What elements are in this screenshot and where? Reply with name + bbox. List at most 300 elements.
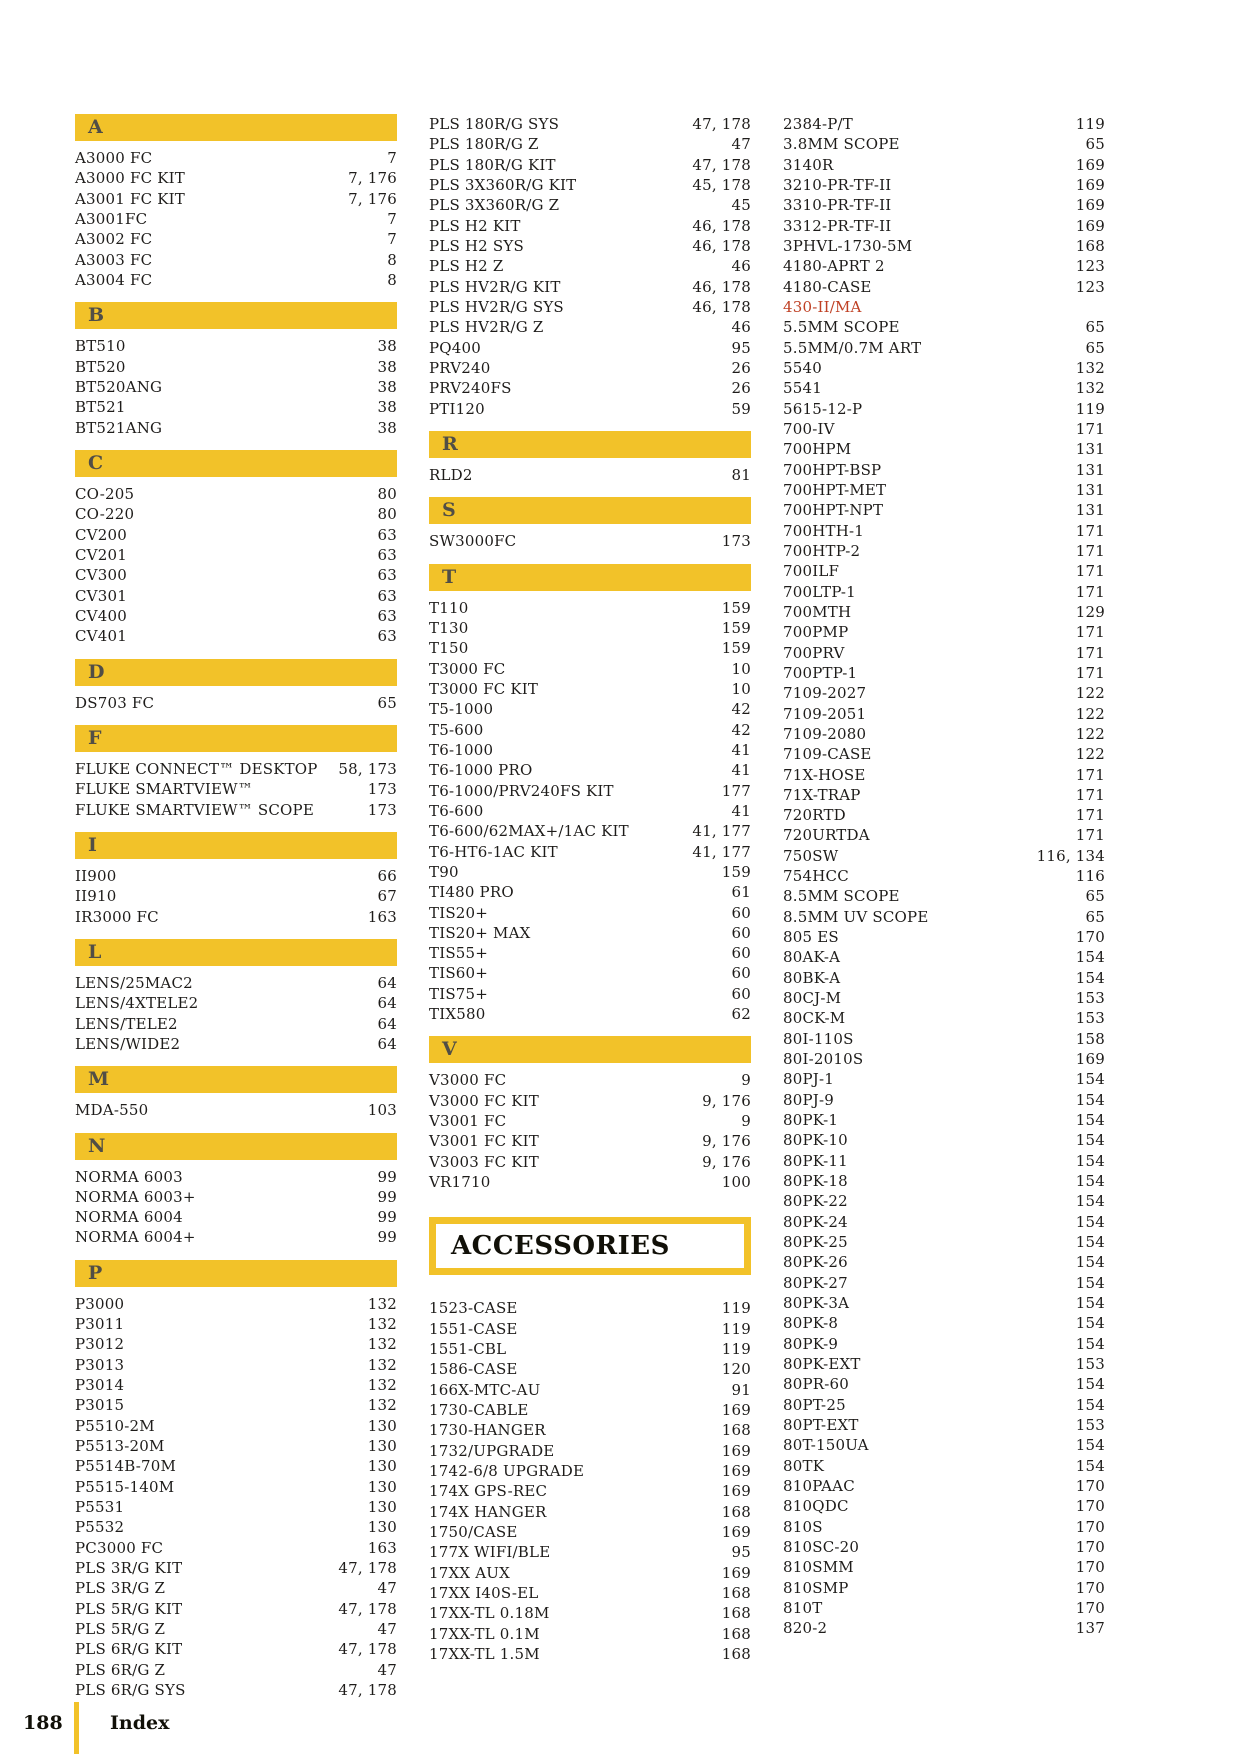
section-letter: T: [442, 565, 457, 588]
entry-label: 7109-CASE: [783, 745, 872, 764]
entry-label: 5.5MM SCOPE: [783, 318, 900, 337]
index-entry: [783, 1374, 1105, 1394]
entry-label: 700-IV: [783, 419, 835, 438]
section-header-r: [429, 431, 751, 458]
entry-page-numbers: 100: [721, 1173, 751, 1192]
index-entry: [429, 134, 751, 154]
entry-label: T6-600/62MAX+/1AC KIT: [429, 822, 629, 841]
index-entry: [783, 297, 1105, 317]
entry-label: TIS60+: [429, 964, 489, 983]
entry-page-numbers: 103: [367, 1101, 397, 1120]
entry-page-numbers: 122: [1075, 724, 1105, 743]
entry-page-numbers: 60: [731, 964, 751, 983]
entry-label: 720RTD: [783, 806, 846, 825]
entry-label: PLS 180R/G SYS: [429, 115, 560, 133]
entry-label: PLS 3X360R/G Z: [429, 196, 560, 215]
entry-page-numbers: 8: [387, 250, 397, 269]
index-entry: [75, 1538, 397, 1558]
index-entry: [75, 759, 397, 779]
entry-label: 700HTP-2: [783, 541, 861, 560]
entry-page-numbers: 47: [377, 1660, 397, 1679]
index-entry: [75, 1207, 397, 1227]
entry-label: T6-HT6-1AC KIT: [429, 842, 558, 861]
entry-label: TIX580: [429, 1005, 486, 1024]
section-letter: P: [88, 1261, 103, 1284]
entry-label: T3000 FC KIT: [429, 679, 539, 698]
entry-label: A3003 FC: [75, 250, 153, 269]
entry-page-numbers: 41, 177: [692, 842, 751, 861]
index-entry: [783, 988, 1105, 1008]
entry-label: 810SC-20: [783, 1537, 860, 1556]
entry-label: 810SMP: [783, 1578, 849, 1597]
entry-page-numbers: 65: [1085, 318, 1105, 337]
entry-label: P5514B-70M: [75, 1457, 177, 1476]
entry-page-numbers: 46, 178: [692, 277, 751, 296]
index-entry: [783, 582, 1105, 602]
entry-page-numbers: 173: [367, 780, 397, 799]
entry-page-numbers: 64: [377, 973, 397, 992]
entry-page-numbers: 119: [1075, 115, 1105, 133]
entry-page-numbers: 154: [1075, 1334, 1105, 1353]
entry-label: PLS H2 Z: [429, 257, 504, 276]
entry-page-numbers: 99: [377, 1208, 397, 1227]
index-entry: [75, 586, 397, 606]
index-entry: [75, 1395, 397, 1415]
entry-page-numbers: 47, 178: [338, 1681, 397, 1700]
entry-label: T6-1000: [429, 740, 494, 759]
index-entry: [429, 618, 751, 638]
entry-page-numbers: 67: [377, 887, 397, 906]
entry-label: T110: [429, 598, 469, 617]
entry-page-numbers: 173: [721, 532, 751, 551]
entry-page-numbers: 119: [721, 1319, 751, 1338]
index-entry: [75, 1314, 397, 1334]
entry-label: 17XX-TL 0.18M: [429, 1604, 550, 1623]
index-entry: [75, 397, 397, 417]
index-entry: [429, 659, 751, 679]
index-entry: [75, 545, 397, 565]
index-entry: [783, 439, 1105, 459]
index-entry: [75, 606, 397, 626]
index-entry: [429, 1172, 751, 1192]
index-entry: [429, 1339, 751, 1359]
section-letter: F: [88, 726, 102, 749]
index-entry: [783, 236, 1105, 256]
index-entry: [783, 1578, 1105, 1598]
index-entry: [783, 1212, 1105, 1232]
index-entry: [75, 1639, 397, 1659]
index-entry: [429, 638, 751, 658]
entry-page-numbers: 132: [1075, 358, 1105, 377]
entry-page-numbers: 47: [731, 135, 751, 154]
entry-label: 720URTDA: [783, 826, 870, 845]
entry-page-numbers: 9, 176: [702, 1132, 751, 1151]
entry-label: 3210-PR-TF-II: [783, 175, 892, 194]
entry-label: VR1710: [429, 1173, 491, 1192]
entry-page-numbers: 171: [1075, 663, 1105, 682]
entry-label: 80TK: [783, 1456, 825, 1475]
entry-label: T5-1000: [429, 700, 494, 719]
index-entry: [783, 1618, 1105, 1638]
index-entry: [783, 1557, 1105, 1577]
entry-page-numbers: 46, 178: [692, 216, 751, 235]
entry-page-numbers: 7: [387, 149, 397, 167]
entry-page-numbers: 42: [731, 700, 751, 719]
index-entry: [75, 1436, 397, 1456]
index-entry: [429, 781, 751, 801]
index-entry: [783, 886, 1105, 906]
index-entry: [783, 1069, 1105, 1089]
entry-label: 1523-CASE: [429, 1299, 518, 1318]
entry-page-numbers: 163: [367, 907, 397, 926]
index-entry: [429, 1152, 751, 1172]
entry-label: BT520ANG: [75, 377, 163, 396]
entry-page-numbers: 47, 178: [338, 1640, 397, 1659]
entry-label: LENS/25MAC2: [75, 973, 193, 992]
entry-label: 1586-CASE: [429, 1360, 518, 1379]
entry-label: FLUKE SMARTVIEW™: [75, 780, 253, 799]
entry-page-numbers: 130: [367, 1498, 397, 1517]
entry-label: LENS/4XTELE2: [75, 994, 199, 1013]
index-entry: [783, 744, 1105, 764]
entry-page-numbers: 131: [1075, 440, 1105, 459]
index-entry: [783, 561, 1105, 581]
entry-page-numbers: 153: [1075, 1355, 1105, 1374]
section-letter: S: [442, 499, 456, 522]
index-entry: [783, 1334, 1105, 1354]
index-entry: [75, 1558, 397, 1578]
index-entry: [75, 565, 397, 585]
index-entry: [75, 1660, 397, 1680]
entry-page-numbers: 80: [377, 505, 397, 524]
entry-label: TIS20+ MAX: [429, 923, 531, 942]
entry-page-numbers: 95: [731, 1543, 751, 1562]
entry-page-numbers: 46: [731, 257, 751, 276]
index-entry: [429, 1603, 751, 1623]
index-entry: [429, 1111, 751, 1131]
entry-page-numbers: 41: [731, 740, 751, 759]
index-entry: [783, 1456, 1105, 1476]
index-entry: [429, 297, 751, 317]
index-entry: [429, 1359, 751, 1379]
footer-page-number: 188: [23, 1712, 63, 1734]
index-entry: [75, 1014, 397, 1034]
index-entry: [429, 1461, 751, 1481]
entry-page-numbers: 130: [367, 1437, 397, 1456]
accessories-header-box: [429, 1217, 751, 1275]
index-entry: [783, 1517, 1105, 1537]
entry-page-numbers: 65: [1085, 907, 1105, 926]
entry-label: TIS55+: [429, 944, 489, 963]
entry-page-numbers: 99: [377, 1167, 397, 1186]
entry-page-numbers: 122: [1075, 684, 1105, 703]
index-entry: [75, 1355, 397, 1375]
section-header-b: [75, 302, 397, 329]
entry-label: 4180-CASE: [783, 277, 872, 296]
entry-page-numbers: 9, 176: [702, 1091, 751, 1110]
entry-label: 80PK-18: [783, 1172, 848, 1191]
entry-label: CV201: [75, 545, 127, 564]
entry-page-numbers: 41: [731, 761, 751, 780]
entry-label: 805 ES: [783, 928, 839, 947]
index-entry: [783, 134, 1105, 154]
index-entry: [429, 821, 751, 841]
entry-page-numbers: 132: [367, 1376, 397, 1395]
entry-label: PLS H2 SYS: [429, 236, 524, 255]
entry-page-numbers: 81: [731, 465, 751, 484]
entry-label: PLS 180R/G Z: [429, 135, 539, 154]
section-letter: M: [88, 1068, 110, 1091]
entry-label: IR3000 FC: [75, 907, 159, 926]
entry-page-numbers: 169: [721, 1563, 751, 1582]
index-entry: [75, 1227, 397, 1247]
entry-page-numbers: 8: [387, 270, 397, 289]
entry-page-numbers: 159: [721, 598, 751, 617]
entry-label: 810SMM: [783, 1558, 854, 1577]
entry-page-numbers: 63: [377, 566, 397, 585]
index-entry: [429, 317, 751, 337]
index-entry: [75, 1375, 397, 1395]
entry-label: 7109-2051: [783, 704, 867, 723]
entry-page-numbers: 158: [1075, 1029, 1105, 1048]
index-entry: [783, 216, 1105, 236]
entry-label: 1730-CABLE: [429, 1401, 529, 1420]
entry-page-numbers: 47, 178: [692, 155, 751, 174]
entry-page-numbers: 171: [1075, 582, 1105, 601]
entry-page-numbers: 7: [387, 230, 397, 249]
index-entry: [783, 1151, 1105, 1171]
entry-label: CO-205: [75, 484, 135, 503]
entry-page-numbers: 170: [1075, 1497, 1105, 1516]
index-entry: [783, 805, 1105, 825]
section-header-m: [75, 1066, 397, 1093]
entry-label: P5510-2M: [75, 1416, 155, 1435]
entry-label: 80I-110S: [783, 1029, 854, 1048]
entry-page-numbers: 154: [1075, 1172, 1105, 1191]
entry-label: 3.8MM SCOPE: [783, 135, 900, 154]
index-entry: [429, 1091, 751, 1111]
index-entry: [75, 1416, 397, 1436]
entry-page-numbers: 153: [1075, 1416, 1105, 1434]
entry-label: A3001FC: [75, 209, 148, 228]
entry-page-numbers: 130: [367, 1477, 397, 1496]
entry-label: PLS HV2R/G KIT: [429, 277, 561, 296]
entry-label: 700PTP-1: [783, 663, 858, 682]
entry-page-numbers: 154: [1075, 1395, 1105, 1414]
entry-page-numbers: 46, 178: [692, 236, 751, 255]
entry-label: PTI120: [429, 399, 485, 418]
entry-label: 80PK-8: [783, 1314, 839, 1333]
entry-page-numbers: 171: [1075, 643, 1105, 662]
index-entry: [783, 704, 1105, 724]
entry-page-numbers: 168: [721, 1421, 751, 1440]
entry-label: 3310-PR-TF-II: [783, 196, 892, 215]
entry-page-numbers: 47, 178: [692, 115, 751, 133]
entry-label: PRV240: [429, 358, 491, 377]
entry-page-numbers: 38: [377, 398, 397, 417]
entry-page-numbers: 38: [377, 357, 397, 376]
entry-page-numbers: 154: [1075, 1436, 1105, 1455]
index-entry: [783, 1130, 1105, 1150]
index-entry: [783, 1476, 1105, 1496]
entry-page-numbers: 171: [1075, 419, 1105, 438]
entry-label: TIS75+: [429, 984, 489, 1003]
index-entry: [75, 693, 397, 713]
index-entry: [429, 598, 751, 618]
entry-page-numbers: 119: [721, 1299, 751, 1318]
index-entry: [429, 1563, 751, 1583]
entry-label: P5513-20M: [75, 1437, 165, 1456]
entry-page-numbers: 38: [377, 418, 397, 437]
entry-page-numbers: 159: [721, 618, 751, 637]
entry-label: 5540: [783, 358, 822, 377]
entry-page-numbers: 159: [721, 639, 751, 658]
index-entry: [429, 801, 751, 821]
index-entry: [429, 1441, 751, 1461]
index-entry: [783, 521, 1105, 541]
entry-label: 80PK-11: [783, 1151, 848, 1170]
entry-page-numbers: 120: [721, 1360, 751, 1379]
index-entry: [783, 541, 1105, 561]
entry-label: 1742-6/8 UPGRADE: [429, 1462, 585, 1481]
index-entry: [429, 155, 751, 175]
entry-page-numbers: 171: [1075, 623, 1105, 642]
index-entry: [429, 903, 751, 923]
index-entry: [429, 882, 751, 902]
index-entry: [783, 846, 1105, 866]
entry-page-numbers: 47: [377, 1579, 397, 1598]
index-entry: [783, 378, 1105, 398]
entry-label: 5.5MM/0.7M ART: [783, 338, 922, 357]
entry-label: PLS HV2R/G Z: [429, 318, 544, 337]
entry-label: 17XX AUX: [429, 1563, 510, 1582]
entry-page-numbers: 170: [1075, 928, 1105, 947]
entry-label: 700HPT-BSP: [783, 460, 882, 479]
section-header-p: [75, 1260, 397, 1287]
index-column-2: [429, 114, 751, 1700]
entry-label: 80PK-27: [783, 1273, 848, 1292]
entry-label: LENS/TELE2: [75, 1014, 178, 1033]
section-letter: V: [442, 1038, 457, 1061]
entry-page-numbers: 177: [721, 781, 751, 800]
index-entry: [783, 1008, 1105, 1028]
entry-label: 80PK-EXT: [783, 1355, 861, 1374]
index-entry: [429, 1583, 751, 1603]
entry-page-numbers: 154: [1075, 1294, 1105, 1313]
entry-page-numbers: 130: [367, 1518, 397, 1537]
entry-label: P3013: [75, 1355, 125, 1374]
entry-label: BT520: [75, 357, 126, 376]
entry-label: 80PK-10: [783, 1131, 848, 1150]
entry-page-numbers: 64: [377, 994, 397, 1013]
index-entry: [75, 973, 397, 993]
entry-page-numbers: 154: [1075, 968, 1105, 987]
entry-label: FLUKE CONNECT™ DESKTOP: [75, 759, 318, 778]
entry-page-numbers: 9: [741, 1112, 751, 1131]
entry-page-numbers: 171: [1075, 521, 1105, 540]
entry-label: A3000 FC: [75, 149, 153, 167]
index-entry: [783, 1191, 1105, 1211]
entry-label: NORMA 6003: [75, 1167, 183, 1186]
entry-page-numbers: 132: [367, 1355, 397, 1374]
entry-page-numbers: 168: [721, 1584, 751, 1603]
entry-label: V3003 FC KIT: [429, 1152, 539, 1171]
section-header-f: [75, 725, 397, 752]
entry-page-numbers: 47: [377, 1620, 397, 1639]
section-header-n: [75, 1133, 397, 1160]
entry-page-numbers: 154: [1075, 1090, 1105, 1109]
entry-label: 71X-HOSE: [783, 765, 866, 784]
index-entry: [75, 168, 397, 188]
index-entry: [783, 195, 1105, 215]
index-entry: [783, 866, 1105, 886]
section-header-t: [429, 564, 751, 591]
entry-label: 810T: [783, 1598, 823, 1617]
entry-page-numbers: 159: [721, 862, 751, 881]
index-entry: [429, 175, 751, 195]
entry-page-numbers: 122: [1075, 704, 1105, 723]
entry-label: 8.5MM UV SCOPE: [783, 907, 929, 926]
entry-label: 80PT-EXT: [783, 1416, 859, 1434]
entry-label: 80CJ-M: [783, 989, 842, 1008]
entry-label: TI480 PRO: [429, 883, 514, 902]
entry-label: NORMA 6004+: [75, 1228, 196, 1247]
index-entry: [429, 760, 751, 780]
entry-label: A3001 FC KIT: [75, 189, 185, 208]
entry-page-numbers: 169: [721, 1462, 751, 1481]
entry-label: 5615-12-P: [783, 399, 863, 418]
entry-page-numbers: 66: [377, 866, 397, 885]
entry-page-numbers: 63: [377, 627, 397, 646]
entry-label: 810S: [783, 1517, 823, 1536]
entry-page-numbers: 154: [1075, 1456, 1105, 1475]
entry-page-numbers: 47, 178: [338, 1599, 397, 1618]
index-entry: [783, 1395, 1105, 1415]
entry-label: 80PR-60: [783, 1375, 850, 1394]
entry-label: 750SW: [783, 846, 839, 865]
entry-label: T5-600: [429, 720, 484, 739]
footer-divider-bar: [74, 1702, 79, 1754]
entry-page-numbers: 91: [731, 1380, 751, 1399]
entry-label: 80PK-3A: [783, 1294, 850, 1313]
entry-label: FLUKE SMARTVIEW™ SCOPE: [75, 800, 315, 819]
entry-page-numbers: 132: [1075, 379, 1105, 398]
index-entry: [783, 602, 1105, 622]
entry-page-numbers: 26: [731, 379, 751, 398]
section-header-s: [429, 497, 751, 524]
index-column-3: [783, 114, 1105, 1700]
entry-page-numbers: 169: [1075, 216, 1105, 235]
index-entry: [783, 317, 1105, 337]
index-entry: [75, 866, 397, 886]
entry-label: 80PK-26: [783, 1253, 848, 1272]
entry-label: 754HCC: [783, 867, 849, 886]
entry-label: II910: [75, 887, 117, 906]
entry-label: 2384-P/T: [783, 115, 853, 133]
entry-label: PLS 6R/G Z: [75, 1660, 166, 1679]
entry-label-highlighted: 430-II/MA: [783, 297, 862, 316]
entry-label: CV400: [75, 606, 127, 625]
index-entry: [783, 1090, 1105, 1110]
footer-section-label: Index: [110, 1712, 170, 1734]
index-entry: [75, 800, 397, 820]
index-entry: [429, 1298, 751, 1318]
entry-label: P5531: [75, 1498, 125, 1517]
section-header-l: [75, 939, 397, 966]
index-entry: [75, 504, 397, 524]
entry-page-numbers: 170: [1075, 1517, 1105, 1536]
entry-page-numbers: 169: [1075, 1050, 1105, 1069]
